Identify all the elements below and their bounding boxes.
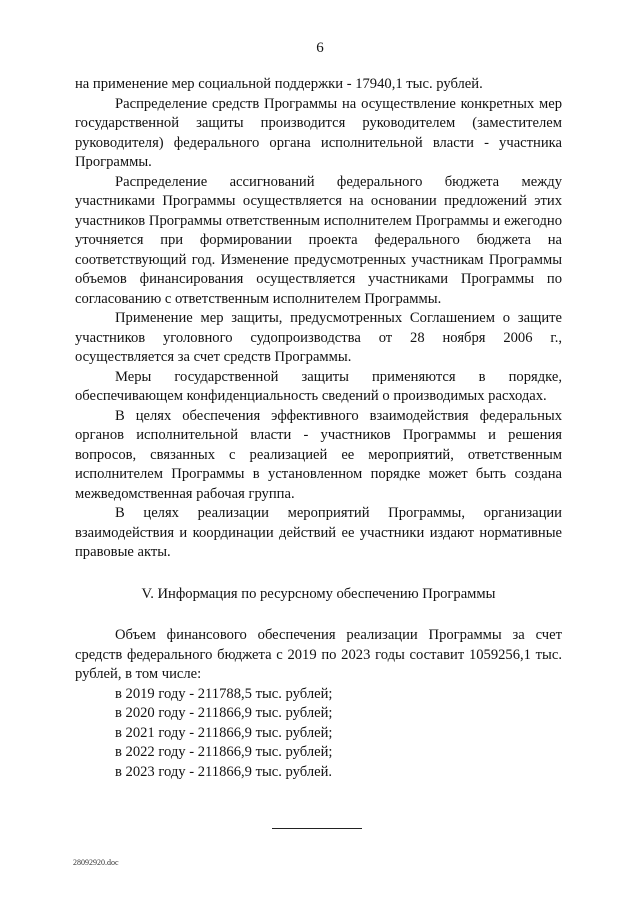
page-number: 6 bbox=[316, 40, 324, 56]
closing-rule bbox=[272, 828, 362, 829]
paragraph: на применение мер социальной поддержки - 17940,1 тыс. рублей. bbox=[75, 76, 483, 92]
paragraph: Применение мер защиты, предусмотренных Соглашением о защите участников уголовного судопроизводства от 28 ноября 2006 г., осуществляется за счет средств Программы. bbox=[75, 310, 562, 365]
paragraph: В целях реализации мероприятий Программы, организации взаимодействия и координации действий ее участники издают нормативные правовые акты. bbox=[75, 505, 562, 560]
list-item: в 2022 году - 211866,9 тыс. рублей; bbox=[115, 744, 333, 760]
section-heading: V. Информация по ресурсному обеспечению Программы bbox=[141, 585, 496, 602]
funding-paragraph: Объем финансового обеспечения реализации Программы за счет средств федерального бюджета с 2019 по 2023 годы составит 1059256,1 тыс. рублей, в том числе: bbox=[75, 627, 562, 682]
paragraph: Распределение средств Программы на осуществление конкретных мер государственной защиты производится руководителем (заместителем руководителя) федерального органа исполнительной власти - участника Программы. bbox=[75, 95, 562, 170]
paragraph: Меры государственной защиты применяются в порядке, обеспечивающем конфиденциальность сведений о производимых расходах. bbox=[75, 368, 562, 404]
list-item: в 2019 году - 211788,5 тыс. рублей; bbox=[115, 685, 333, 702]
paragraph: В целях обеспечения эффективного взаимодействия федеральных органов исполнительной власти - участников Программы и решения вопросов, связанных с реализацией ее мероприятий, ответственным исполнителем Программы в установленном порядке может быть создана межведомственная рабочая группа. bbox=[75, 407, 562, 502]
funding-list bbox=[75, 685, 562, 783]
list-item: в 2020 году - 211866,9 тыс. рублей; bbox=[115, 705, 333, 721]
document-id: 28092920.doc bbox=[73, 858, 119, 867]
list-item: в 2021 году - 211866,9 тыс. рублей; bbox=[115, 724, 333, 741]
paragraph: Распределение ассигнований федерального бюджета между участниками Программы осуществляется на основании предложений этих участников Программы ответственным исполнителем Программы и ежегодно уточняется при формировании проекта федерального бюджета на соответствующий год. Изменение предусмотренных участникам Программы объемов финансирования осуществляется участниками Программы по согласованию с ответственным исполнителем Программы. bbox=[75, 173, 562, 307]
document-body bbox=[75, 75, 562, 782]
list-item: в 2023 году - 211866,9 тыс. рублей. bbox=[115, 763, 333, 780]
